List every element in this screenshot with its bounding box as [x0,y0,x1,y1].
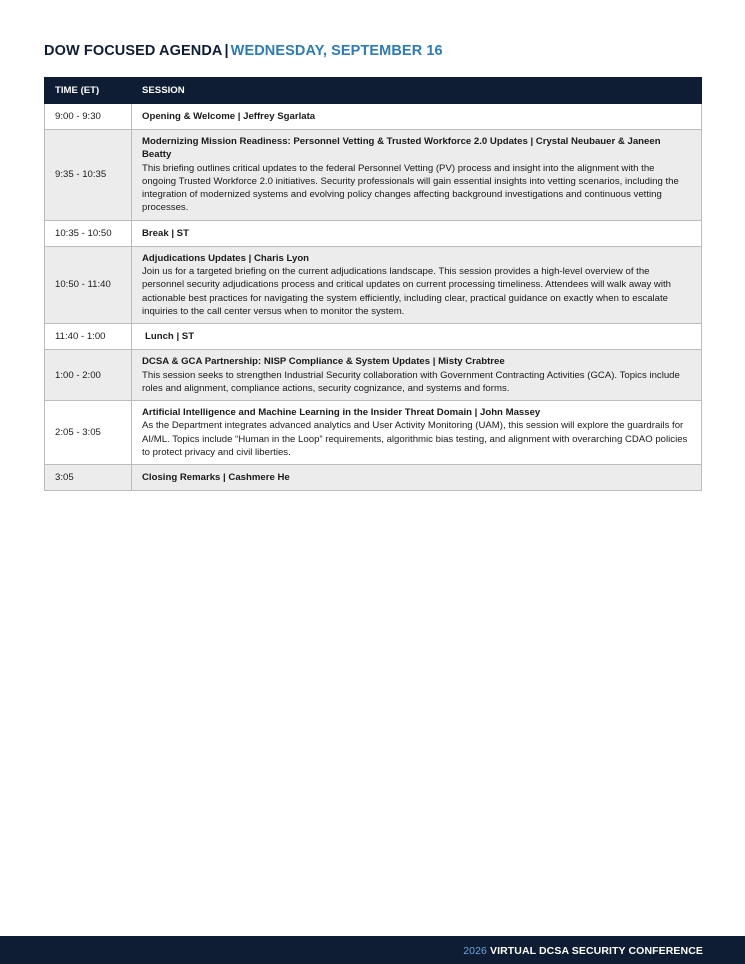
session-cell [132,401,702,465]
session-description: This briefing outlines critical updates to the federal Personnel Vetting (PV) process and insight into the alignment with the ongoing Trusted Workforce 2.0 initiatives. Security professionals will gain essential insights into vetting scenarios, including the integration of modernized systems and evolving policy changes affecting background investigations and continuous vetting processes. [142,162,679,214]
session-description: As the Department integrates advanced analytics and User Activity Monitoring (UAM), this session will explore the guardrails for AI/ML. Topics include “Human in the Loop” requirements, algorithmic bias testing, and alignment with overarching CDAO policies to protect privacy and civil liberties. [142,420,688,459]
table-row [45,246,702,323]
session-cell [132,350,702,401]
session-description: This session seeks to strengthen Industrial Security collaboration with Government Contracting Activities (GCA). Topics include roles and alignment, compliance actions, security cognizance, and systems and forms. [142,369,680,394]
session-time: 10:50 - 11:40 [45,246,132,323]
session-title: Opening & Welcome | Jeffrey Sgarlata [142,110,316,122]
table-row [45,104,702,130]
table-header-row [45,78,702,104]
session-time: 9:00 - 9:30 [45,104,132,130]
session-title: Break | ST [142,227,189,239]
heading-separator: | [224,43,229,59]
table-row [45,465,702,491]
agenda-table [44,77,702,491]
session-title: DCSA & GCA Partnership: NISP Compliance & System Updates | Misty Crabtree [142,356,505,368]
session-title: Lunch | ST [145,331,195,343]
session-cell [132,130,702,221]
session-cell [132,220,702,246]
session-cell [132,324,702,350]
session-title: Modernizing Mission Readiness: Personnel Vetting & Trusted Workforce 2.0 Updates | Crystal Neubauer & Janeen Beatty [142,136,661,161]
footer-text [463,945,703,957]
page-heading [44,43,443,59]
table-row [45,350,702,401]
session-title: Adjudications Updates | Charis Lyon [142,252,310,264]
session-cell [132,465,702,491]
session-time: 3:05 [45,465,132,491]
session-time: 1:00 - 2:00 [45,350,132,401]
session-time: 9:35 - 10:35 [45,130,132,221]
table-row [45,401,702,465]
session-column-header: SESSION [132,78,702,104]
agenda-date: WEDNESDAY, SEPTEMBER 16 [230,43,443,59]
session-time: 2:05 - 3:05 [45,401,132,465]
session-time: 10:35 - 10:50 [45,220,132,246]
footer-bar [0,936,745,964]
session-description: Join us for a targeted briefing on the current adjudications landscape. This session provides a high-level overview of the personnel security adjudications process and critical updates on current processing timeliness. Attendees will walk away with actionable best practices for navigating the system efficiently, including clear, practical guidance on exactly when to escalate inquiries to the call center versus when to monitor the system. [142,266,671,317]
table-row [45,130,702,221]
agenda-title: DOW FOCUSED AGENDA [44,43,223,59]
table-row [45,220,702,246]
session-cell [132,104,702,130]
footer-conference-name: VIRTUAL DCSA SECURITY CONFERENCE [489,945,703,957]
time-column-header: TIME (ET) [45,78,132,104]
footer-year: 2026 [463,945,487,957]
session-title: Closing Remarks | Cashmere He [142,472,290,484]
session-time: 11:40 - 1:00 [45,324,132,350]
table-row [45,324,702,350]
session-cell [132,246,702,323]
session-title: Artificial Intelligence and Machine Learning in the Insider Threat Domain | John Massey [142,407,541,419]
